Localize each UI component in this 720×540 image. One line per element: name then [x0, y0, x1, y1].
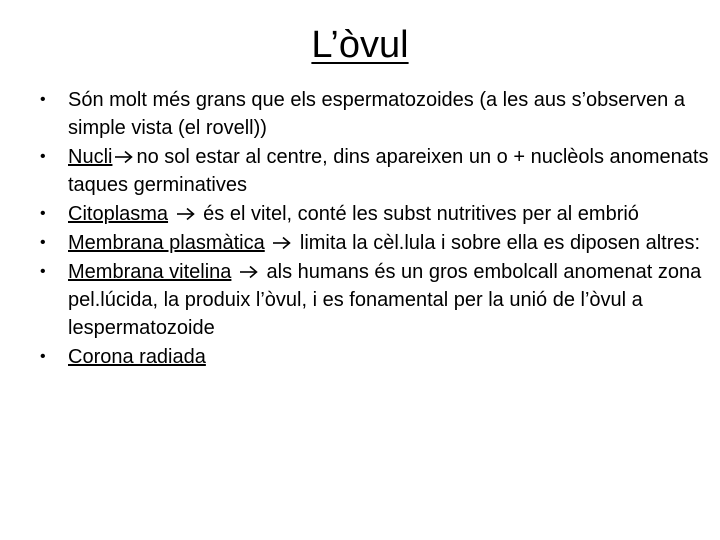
arrow-right-icon: [176, 207, 196, 221]
bullet-text: als humans és un gros embolcall anomenat zona pel.lúcida, la produix l’òvul, i es fonamental per la unió de l’òvul a lespermatozoide: [68, 261, 702, 339]
bullet-item: [40, 200, 710, 228]
bullet-list: [40, 86, 710, 372]
bullet-term: Membrana plasmàtica: [68, 232, 265, 254]
arrow-right-icon: [239, 265, 259, 279]
bullet-term: Citoplasma: [68, 203, 169, 225]
bullet-term: Nucli: [68, 146, 113, 168]
bullet-text: no sol estar al centre, dins apareixen un o + nuclèols anomenats taques germinatives: [68, 146, 709, 196]
bullet-text: limita la cèl.lula i sobre ella es diposen altres:: [299, 232, 701, 254]
bullet-item: [40, 86, 710, 142]
bullet-dot-icon: •: [40, 205, 46, 222]
bullet-dot-icon: •: [40, 91, 46, 108]
bullet-term: Corona radiada: [68, 346, 206, 368]
bullet-text: és el vitel, conté les subst nutritives per al embrió: [203, 203, 639, 225]
bullet-item: [40, 143, 710, 199]
bullet-item: [40, 258, 710, 342]
bullet-dot-icon: •: [40, 348, 46, 365]
arrow-right-icon: [114, 150, 134, 164]
bullet-item: [40, 229, 710, 257]
arrow-right-icon: [272, 236, 292, 250]
bullet-dot-icon: •: [40, 148, 46, 165]
bullet-text: Són molt més grans que els espermatozoides (a les aus s’observen a simple vista (el rovell)): [68, 89, 685, 139]
bullet-term: Membrana vitelina: [68, 261, 232, 283]
slide-title: L’òvul: [311, 24, 409, 66]
bullet-item: [40, 343, 710, 371]
bullet-dot-icon: •: [40, 234, 46, 251]
bullet-dot-icon: •: [40, 263, 46, 280]
